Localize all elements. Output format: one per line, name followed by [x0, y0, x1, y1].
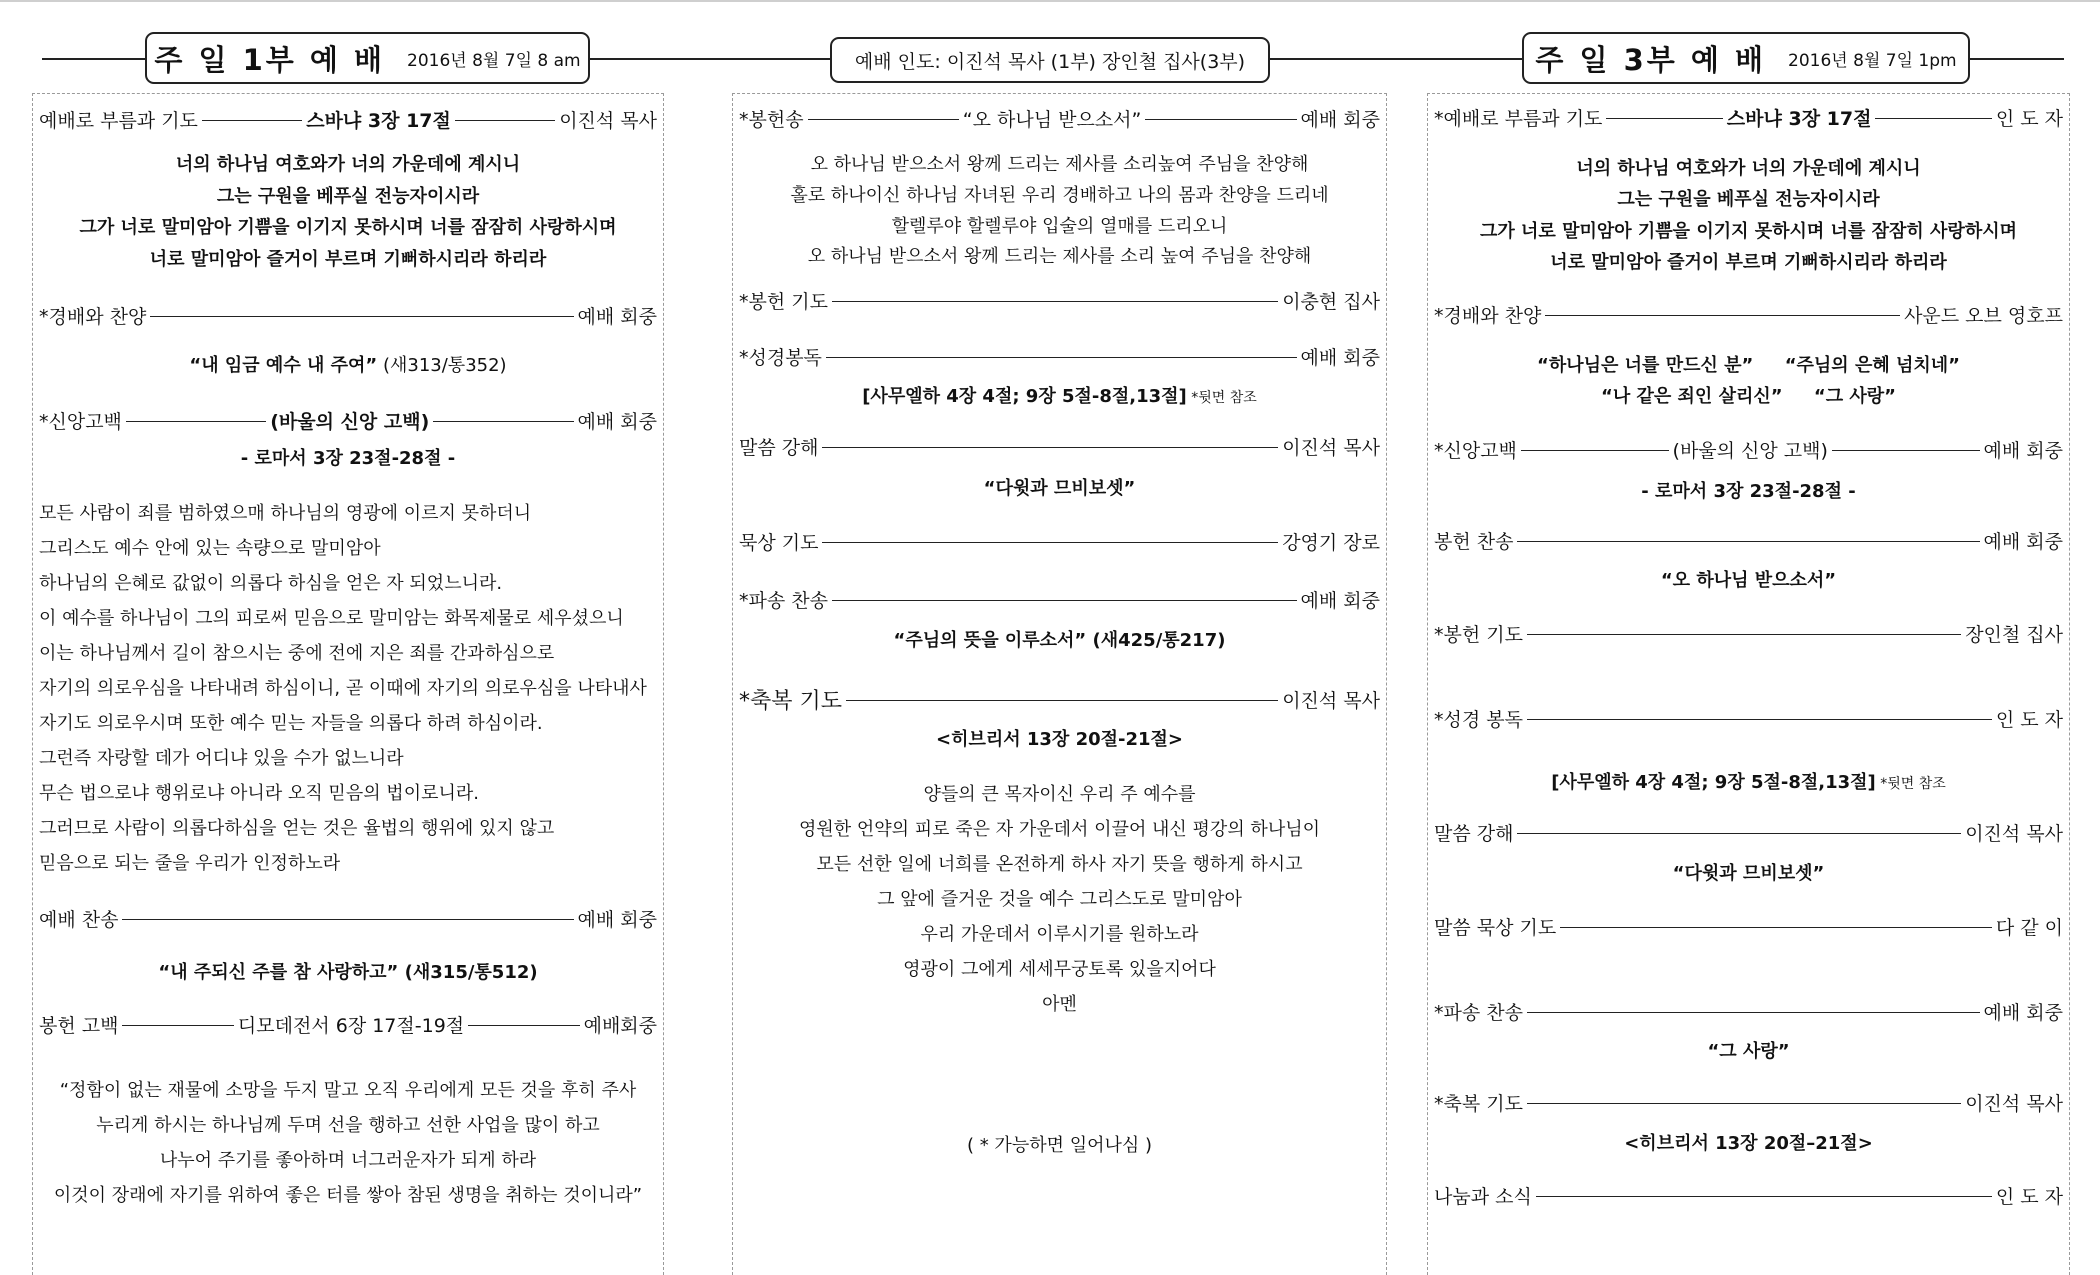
scripture-reference: [사무엘하 4장 4절; 9장 5절-8절,13절] *뒷면 참조 [862, 386, 1257, 407]
header-rule-mid-left [588, 58, 830, 60]
sending-hymn-row: *파송 찬송 예배 회중 [739, 590, 1380, 612]
sermon-title: “다윗과 므비보셋” [1672, 863, 1825, 884]
standing-footnote: ( * 가능하면 일어나심 ) [966, 1135, 1153, 1156]
sending-hymn-title: “주님의 뜻을 이루소서” (새425/통217) [893, 630, 1226, 651]
scripture-reference: [사무엘하 4장 4절; 9장 5절-8절,13절] *뒷면 참조 [1551, 772, 1946, 793]
sermon-row: 말씀 강해 이진석 목사 [739, 437, 1380, 459]
praise-row: *경배와 찬양 예배 회중 [39, 306, 657, 328]
creed-reference: - 로마서 3장 23절-28절 - [240, 448, 456, 469]
offering-prayer-row: *봉헌 기도 장인철 집사 [1434, 624, 2063, 646]
benediction-reference: <히브리서 13장 20절–21절> [1624, 1133, 1873, 1154]
offertory-row: *봉헌송 “오 하나님 받으소서” 예배 회중 [739, 109, 1381, 131]
announcements-row: 나눔과 소식 인 도 자 [1434, 1186, 2063, 1208]
meditation-row: 묵상 기도 강영기 장로 [739, 532, 1380, 554]
praise-song: “내 임금 예수 내 주여” (새313/통352) [189, 355, 507, 376]
creed-row: *신앙고백 (바울의 신앙 고백) 예배 회중 [39, 411, 657, 433]
call-to-worship-row: *예배로 부름과 기도 스바냐 3장 17절 인 도 자 [1434, 108, 2063, 130]
offering-hymn-row: 봉헌 찬송 예배 회중 [1434, 531, 2063, 553]
column-service-1: 예배로 부름과 기도 스바냐 3장 17절 이진석 목사 너의 하나님 여호와가 너의 가운데에 계시니 그는 구원을 베푸실 전능자이시라 그가 너로 말미암아 기쁨을 이기지 못하시며 너를 잠잠히 사랑하시며 너로 말미암아 즐거이 부르며 기뻐하시리라 하리라 *경배와 찬양 예배 회중 “내 임금 예수 내 주여” (새313/통352) *신앙고백 (바울의 신앙 고백) 예배 회중 - 로마서 3장 23절-28절 - 모든 사람이 죄를 범하였으매 하나님의 영광에 이르지 못하더니 그리스도 예수 안에 있는 속량으로 말미암아 하나님의 은혜로 값없이 의롭다 하심을 얻은 자 되었느니라. 이 예수를 하나님이 그의 피로써 믿음으로 말미암는 화목제물로 세우셨으니 이는 하나님께서 길이 참으시는 중에 전에 지은 죄를 간과하심으로 자기의 의로우심을 나타내려 하심이니, 곧 이때에 자기의 의로우심을 나타내사 자기도 의로우시며 또한 예수 믿는 자들을 의롭다 하려 하심이라. 그런즉 자랑할 데가 어디냐 있을 수가 없느니라 무슨 법으로냐 행위로냐 아니라 오직 믿음의 법이로니라. 그러므로 사람이 의롭다하심을 얻는 것은 율법의 행위에 있지 않고 믿음으로 되는 줄을 우리가 인정하노라 예배 찬송 예배 회중 “내 주되신 주를 참 사랑하고” (새315/통512) 봉헌 고백 디모데전서 6장 17절-19절 예배회중 “정함이 없는 재물에 소망을 두지 말고 오직 우리에게 모든 것을 후히 주사 누리게 하시는 하나님께 두며 선을 행하고 선한 사업을 많이 하고 나누어 주기를 좋아하며 너그러운자가 되게 하라 이것이 장래에 자기를 위하여 좋은 터를 쌓아 참된 생명을 취하는 것이니라” [32, 93, 664, 1275]
service-1-date: 2016년 8월 7일 8 am [407, 50, 581, 71]
benediction-row: *축복 기도 이진석 목사 [1434, 1093, 2063, 1115]
hymn-row: 예배 찬송 예배 회중 [39, 909, 657, 931]
leaders-header [830, 37, 1270, 83]
service-1-header [145, 32, 590, 84]
creed-row: *신앙고백 (바울의 신앙 고백) 예배 회중 [1434, 440, 2063, 462]
praise-songs-2: “나 같은 죄인 살리신” “그 사랑” [1601, 386, 1896, 407]
sending-hymn-title: “그 사랑” [1707, 1041, 1790, 1062]
creed-reference: - 로마서 3장 23절-28절 - [1641, 481, 1856, 502]
scripture-row: *성경 봉독 인 도 자 [1434, 709, 2063, 731]
column-service-3: *예배로 부름과 기도 스바냐 3장 17절 인 도 자 너의 하나님 여호와가 너의 가운데에 계시니 그는 구원을 베푸실 전능자이시라 그가 너로 말미암아 기쁨을 이기지 못하시며 너를 잠잠히 사랑하시며 너로 말미암아 즐거이 부르며 기뻐하시리라 하리라 *경배와 찬양 사운드 오브 영호프 “하나님은 너를 만드신 분” “주님의 은혜 넘치네” “나 같은 죄인 살리신” “그 사랑” *신앙고백 (바울의 신앙 고백) 예배 회중 - 로마서 3장 23절-28절 - 봉헌 찬송 예배 회중 “오 하나님 받으소서” *봉헌 기도 장인철 집사 *성경 봉독 인 도 자 [사무엘하 4장 4절; 9장 5절-8절,13절] *뒷면 참조 말씀 강해 이진석 목사 “다윗과 므비보셋” 말씀 묵상 기도 다 같 이 *파송 찬송 예배 회중 “그 사랑” *축복 기도 이진석 목사 <히브리서 13장 20절–21절> 나눔과 소식 인 도 자 [1427, 93, 2070, 1275]
column-middle: *봉헌송 “오 하나님 받으소서” 예배 회중 오 하나님 받으소서 왕께 드리는 제사를 소리높여 주님을 찬양해 홀로 하나이신 하나님 자녀된 우리 경배하고 나의 몸과 찬양을 드리네 할렐루야 할렐루야 입술의 열매를 드리오니 오 하나님 받으소서 왕께 드리는 제사를 소리 높여 주님을 찬양해 *봉헌 기도 이충현 집사 *성경봉독 예배 회중 [사무엘하 4장 4절; 9장 5절-8절,13절] *뒷면 참조 말씀 강해 이진석 목사 “다윗과 므비보셋” 묵상 기도 강영기 장로 *파송 찬송 예배 회중 “주님의 뜻을 이루소서” (새425/통217) *축복 기도 이진석 목사 <히브리서 13장 20절-21절> 양들의 큰 목자이신 우리 주 예수를 영원한 언약의 피로 죽은 자 가운데서 이끌어 내신 평강의 하나님이 모든 선한 일에 너희를 온전하게 하사 자기 뜻을 행하게 하시고 그 앞에 즐거운 것을 예수 그리스도로 말미암아 우리 가운데서 이루시기를 원하노라 영광이 그에게 세세무궁토록 있을지어다 아멘 ( * 가능하면 일어나심 ) [732, 93, 1387, 1275]
sermon-title: “다윗과 므비보셋” [983, 478, 1136, 499]
benediction-row: *축복 기도 이진석 목사 [739, 689, 1380, 714]
service-3-header [1522, 32, 1970, 84]
leaders-text: 예배 인도: 이진석 목사 (1부) 장인철 집사(3부) [854, 50, 1246, 73]
sending-hymn-row: *파송 찬송 예배 회중 [1434, 1002, 2063, 1024]
sermon-row: 말씀 강해 이진석 목사 [1434, 823, 2063, 845]
header-rule-mid-right [1270, 58, 1524, 60]
scripture-row: *성경봉독 예배 회중 [739, 347, 1380, 369]
offering-prayer-row: *봉헌 기도 이충현 집사 [739, 291, 1380, 313]
header-rule-right [1968, 58, 2064, 60]
service-3-title: 주 일 3부 예 배 [1535, 42, 1767, 77]
top-border [0, 0, 2100, 2]
call-to-worship-row: 예배로 부름과 기도 스바냐 3장 17절 이진석 목사 [39, 110, 657, 132]
offering-confession-row: 봉헌 고백 디모데전서 6장 17절-19절 예배회중 [39, 1015, 658, 1037]
service-3-date: 2016년 8월 7일 1pm [1788, 50, 1957, 71]
hymn-song: “내 주되신 주를 참 사랑하고” (새315/통512) [158, 962, 538, 983]
praise-songs-1: “하나님은 너를 만드신 분” “주님의 은혜 넘치네” [1537, 355, 1960, 376]
offering-hymn-title: “오 하나님 받으소서” [1660, 570, 1837, 591]
header-rule-left [42, 58, 147, 60]
praise-row: *경배와 찬양 사운드 오브 영호프 [1434, 305, 2063, 327]
service-1-title: 주 일 1부 예 배 [154, 42, 386, 77]
meditation-row: 말씀 묵상 기도 다 같 이 [1434, 917, 2063, 939]
benediction-reference: <히브리서 13장 20절-21절> [935, 729, 1184, 750]
